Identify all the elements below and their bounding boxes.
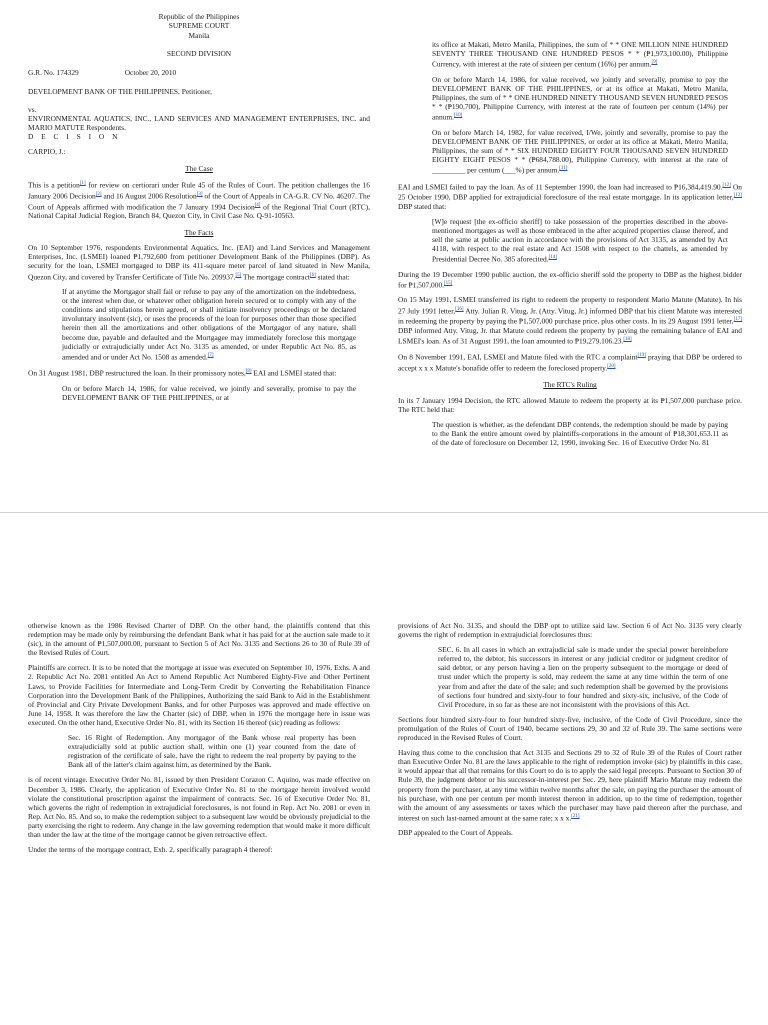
page-1 xyxy=(0,0,768,512)
case-number-line xyxy=(28,68,370,77)
page-2-left-column xyxy=(28,621,370,860)
sections-paragraph: Sections four hundred sixty-four to four hundred sixty-five, inclusive, of the Code of Civil Procedure, since the promulgation of the Rules of Court of 1940, became sections 29, 30 and 32 of Rule 39. The same sections were reproduced in the Revised Rules of Court. xyxy=(398,714,742,743)
court-name: SUPREME COURT xyxy=(168,21,230,31)
provisions-paragraph: provisions of Act No. 3135, and should the DBP opt to utilize said law. Section 6 of Act No. 3135 very clearly governs the right of redemption in extrajudicial foreclosures thus: xyxy=(398,621,742,640)
facts-paragraph: On 10 September 1976, respondents Environmental Aquatics, Inc. (EAI) and Land Services and Management Enterprises, Inc. (LSMEI) loaned ₱1,792,600 from petitioner Development Bank of the Philippines (DBP). As security for the loan, LSMEI mortgaged to DBP its 411-square meter parcel of land situated in New Manila, Quezon City, and covered by Transfer Certificate of Title No. 209937.[5] The mortgage contract[6] stated that: xyxy=(28,243,370,281)
footnote-link[interactable]: [6] xyxy=(309,272,316,278)
footnote-link[interactable]: [17] xyxy=(733,317,742,323)
page-1-left-column xyxy=(28,0,370,408)
footnote-link[interactable]: [14] xyxy=(548,255,557,261)
footnote-link[interactable]: [11] xyxy=(559,166,568,172)
gr-number: G.R. No. 174329 xyxy=(28,67,79,77)
footnote-link[interactable]: [13] xyxy=(733,193,742,199)
restructure-paragraph: On 31 August 1981, DBP restructured the loan. In their promissory notes,[8] EAI and LSMEI stated that: xyxy=(28,368,337,378)
footnote-link[interactable]: [19] xyxy=(637,353,646,359)
division-line: SECOND DIVISION xyxy=(166,49,232,59)
footnote-link[interactable]: [9] xyxy=(651,60,658,66)
case-heading: The Case xyxy=(185,164,213,174)
decision-label: D E C I S I O N xyxy=(28,132,121,142)
respondents: ENVIRONMENTAL AQUATICS, INC., LAND SERVICES AND MANAGEMENT ENTERPRISES, INC. and MARIO MATUTE Respondents. xyxy=(28,113,370,132)
auction-paragraph: During the 19 December 1990 public auction, the ex-officio sheriff sold the property to DBP as the highest bidder for ₱1,507,000.[15] xyxy=(398,269,742,290)
sec16-quote: Sec. 16 Right of Redemption. Any mortgagor of the Bank whose real property has been extrajudicially sold at public auction shall, within one (1) year counted from the date of registration of the certificate of sale, have the right to redeem the real property by paying to the Bank all of the latter's claim against him, as determined by the Bank. xyxy=(68,733,356,770)
republic-line: Republic of the Philippines xyxy=(158,12,240,21)
footnote-link[interactable]: [7] xyxy=(207,352,214,358)
rtc-paragraph: In its 7 January 1994 Decision, the RTC allowed Matute to redeem the property at its ₱1,507,000 purchase price. The RTC held that: xyxy=(398,395,742,414)
court-header xyxy=(28,12,370,59)
continuation-paragraph: otherwise known as the 1986 Revised Charter of DBP. On the other hand, the plaintiffs contend that this redemption may be made only by reimbursing the defendant Bank what it has paid for at the auction sale made to it (sic), in the amount of ₱1,507,000.00, pursuant to Section 5 of Act No. 3135 and Sections 26 to 30 of Rule 39 of the Revised Rules of Court. xyxy=(28,621,370,658)
plaintiffs-paragraph: Plaintiffs are correct. It is to be noted that the mortgage at issue was executed on September 10, 1976, Exhs. A and 2. Republic Act No. 2081 entitled An Act to Amend Republic Act Numbered Eighty-Five and Other Pertinent Laws, to Provide Facilities for Intermediate and Long-Term Credit by Converting the Rehabilitation Finance Corporation into the Development Bank of the Philippines, Authorizing the said Bank to Aid in the Establishment of Provincial and City Private Development Banks, and for other Purposes was approved and made effective on June 14, 1958. It was therefore the law the Charter (sic) of DBP, when in 1976 the mortgage here in issue was executed. On the other hand, Executive Order No. 81, with its Section 16 thereof (sic) reading as follows: xyxy=(28,663,370,727)
footnote-link[interactable]: [3] xyxy=(196,191,203,197)
promissory-note-quote-2: On or before March 14, 1986, for value received, we jointly and severally, promise to pay the DEVELOPMENT BANK OF THE PHILIPPINES, or at its office at Makati, Metro Manila, Philippines, the sum of * * ONE HUNDRED NINETY THOUSAND SEVEN HUNDRED PESOS * * (₱190,700), Philippine Currency, with interest at the rate of fourteen per centum (14%) per annum.[10] xyxy=(432,74,728,122)
footnote-link[interactable]: [16] xyxy=(455,306,464,312)
transfer-paragraph: On 15 May 1991, LSMEI transferred its right to redeem the property to respondent Mario Matute (Matute). In his 27 July 1991 letter,[16] Atty. Julian R. Vitug, Jr. (Atty. Vitug, Jr.) informed DBP that his client Matute was interested in redeeming the property by paying the ₱1,507,000 purchase price, plus other costs. In its 29 August 1991 letter,[17] DBP informed Atty. Vitug, Jr. that Matute could redeem the property by paying the remaining balance of EAI and LSMEI's loan. As of 31 August 1991, the loan amounted to ₱19,279,106.23.[18] xyxy=(398,295,742,346)
complaint-paragraph: On 8 November 1991, EAI, LSMEI and Matute filed with the RTC a complaint[19] praying that DBP be ordered to accept x x x Matute's bonafide offer to redeem the foreclosed property.[20] xyxy=(398,352,742,373)
facts-heading: The Facts xyxy=(184,228,214,238)
footnote-link[interactable]: [10] xyxy=(453,113,463,119)
conclusion-paragraph: Having thus come to the conclusion that Act 3135 and Sections 29 to 32 of Rule 39 of the Rules of Court rather than Executive Order No. 81 are the laws applicable to the right of redemption invoke (sic) by plaintiffs in this case, it would appear that all that remains for this Court to do is to apply the said legal precepts. Pursuant to Section 30 of Rule 39, the judgment debtor or his successor-in-interest per Sec. 29, here plaintiff Mario Matute may redeem the property from the purchaser, at any time within twelve months after the sale, on paying the purchaser the amount of his purchase, with one per centum per month interest thereon in addition, up to the time of redemption, together with the amount of any assessments or taxes which the purchaser may have paid thereon after the purchase, and interest on such last-named amount at the same rate; x x x.[21] xyxy=(398,748,742,823)
eo81-paragraph: is of recent vintage. Executive Order No. 81, issued by then President Corazon C. Aquino, was made effective on December 3, 1986. Clearly, the application of Executive Order No. 81 to the mortgage herein involved would violate the constitutional proscription against the impairment of contracts. Sec. 16 of Executive Order No. 81, which governs the right of redemption in extrajudicial foreclosures, is not found in Rep. Act No. 2081 or even in Rep. Act No. 85. And so, to make the redemption subject to a subsequent law would be obviously prejudicial to the party exercising the right to redeem. Any change in the law governing redemption that would make it more difficult than under the law at the time of the mortgage cannot be given retroactive effect. xyxy=(28,775,370,839)
footnote-link[interactable]: [15] xyxy=(444,280,453,286)
appeal-paragraph: DBP appealed to the Court of Appeals. xyxy=(398,828,513,838)
footnote-link[interactable]: [8] xyxy=(245,369,252,375)
page-1-right-column xyxy=(398,40,742,453)
city-line: Manila xyxy=(188,30,210,40)
foreclosure-request-quote: [W]e request [the ex-officio sheriff] to take possession of the properties described in the above-mentioned mortgages as well as those embraced in the after acquired properties clause thereof, and sell the same at public auction in accordance with the provisions of Act 3135, as amended by Act 4118, with respect to the real estate and Act 1508 with respect to the chattels, as amended by Presidential Decree No. 385 aforecited.[14] xyxy=(432,216,728,264)
failed-payment-paragraph: EAI and LSMEI failed to pay the loan. As of 11 September 1990, the loan had increased to ₱16,384,419.90.[12] On 25 October 1990, DBP applied for extrajudicial foreclosure of the real estate mortgage. In its application letter,[13] DBP stated that: xyxy=(398,182,742,211)
decision-date: October 20, 2010 xyxy=(124,67,177,77)
petitioner: DEVELOPMENT BANK OF THE PHILIPPINES, Petitioner, xyxy=(28,86,212,96)
rtc-quote: The question is whether, as the defendant DBP contends, the redemption should be made by paying to the Bank the entire amount owed by plaintiffs-corporations in the amount of ₱18,301,653.11 as of the date of foreclosure on December 12, 1990, invoking Sec. 16 of Executive Order No. 81 xyxy=(432,419,728,447)
page-2 xyxy=(0,512,768,1025)
footnote-link[interactable]: [1] xyxy=(79,181,86,187)
page-2-right-column xyxy=(398,621,742,843)
promissory-note-quote-3: On or before March 14, 1982, for value received, I/We, jointly and severally, promise to pay the DEVELOPMENT BANK OF THE PHILIPPINES, or order at its office at Makati, Metro Manila, Philippines, the sum of * * SIX HUNDRED EIGHTY FOUR THOUSAND SEVEN HUNDRED EIGHTY EIGHT PESOS * * (₱684,788.00), Philippine Currency, with interest at the rate of _________ per centum (___%) per annum.[11] xyxy=(432,127,728,175)
promissory-note-quote-cont: its office at Makati, Metro Manila, Philippines, the sum of * * ONE MILLION NINE HUNDRED SEVENTY THREE THOUSAND ONE HUNDRED PESOS * * (₱1,973,100.00), Philippine Currency, with interest at the rate of sixteen per centum (16%) per annum.[9] xyxy=(432,40,728,69)
footnote-link[interactable]: [20] xyxy=(607,363,616,369)
footnote-link[interactable]: [5] xyxy=(235,272,242,278)
footnote-link[interactable]: [18] xyxy=(623,336,632,342)
footnote-link[interactable]: [4] xyxy=(254,202,261,208)
sec6-quote: SEC. 6. In all cases in which an extrajudicial sale is made under the special power hereinbefore referred to, the debtor, his successors in interest or any judicial creditor or judgment creditor of said debtor, or any person having a lien on the property subsequent to the mortgage or deed of trust under which the property is sold, may redeem the same at any time within the term of one year from and after the date of the sale; and such redemption shall be governed by the provisions of sections four hundred and sixty-four to four hundred and sixty-six, inclusive, of the Code of Civil Procedure, in so far as these are not inconsistent with the provisions of this Act. xyxy=(438,645,728,709)
case-paragraph: This is a petition[1] for review on certiorari under Rule 45 of the Rules of Court. The petition challenges the 16 January 2006 Decision[2] and 16 August 2006 Resolution[3] of the Court of Appeals in CA-G.R. CV No. 46207. The Court of Appeals affirmed with modification the 7 January 1994 Decision[4] of the Regional Trial Court (RTC), National Capital Judicial Region, Branch 84, Quezon City, in Civil Case No. Q-91-10563. xyxy=(28,180,370,221)
versus: vs. xyxy=(28,104,37,114)
footnote-link[interactable]: [21] xyxy=(571,813,580,819)
mortgage-quote: If at anytime the Mortgagor shall fail or refuse to pay any of the amortization on the indebtedness, or the interest when due, or whatever other obligation herein secured or to comply with any of the conditions and stipulations herein agreed, or shall initiate insolvency proceedings or be declared involuntary insolvent (sic), or uses the proceeds of the loan for purposes other than those specified herein then all the amortizations and other obligations of the Mortgagor of any nature, shall become due, payable and defaulted and the Mortgagee may immediately foreclose this mortgage judicially or extrajudicially under Act No. 3135 as amended, or under Republic Act No. 85, as amended and or under Act No. 1508 as amended.[7] xyxy=(62,287,356,362)
footnote-link[interactable]: [12] xyxy=(722,182,731,188)
promissory-note-quote: On or before March 14, 1986, for value received, we jointly and severally, promise to pay the DEVELOPMENT BANK OF THE PHILIPPINES, or at xyxy=(62,383,356,402)
footnote-link[interactable]: [2] xyxy=(95,191,102,197)
ponente: CARPIO, J.: xyxy=(28,147,66,157)
rtc-ruling-heading: The RTC's Ruling xyxy=(543,380,597,390)
mortgage-terms-paragraph: Under the terms of the mortgage contract, Exh. 2, specifically paragraph 4 thereof: xyxy=(28,845,273,855)
